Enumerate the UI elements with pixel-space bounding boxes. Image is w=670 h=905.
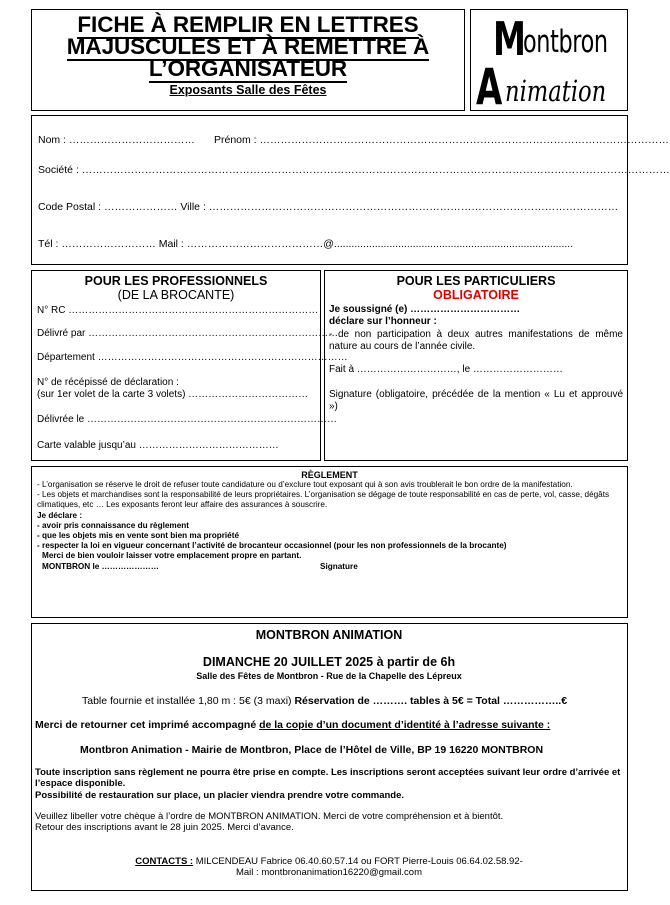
prenom-field[interactable]: Prénom : ……………………………………………………………………………………………………… — [214, 134, 670, 146]
obligatoire-label: OBLIGATOIRE — [433, 288, 519, 302]
logo-word-nimation: nimation — [505, 74, 607, 108]
form-title-line-2: MAJUSCULES ET À REMETTRE À — [66, 34, 430, 59]
identity-section — [31, 115, 670, 265]
form-subtitle: Exposants Salle des Fêtes — [169, 83, 327, 97]
declare-label: Je déclare : — [37, 510, 83, 520]
reglement-paragraph-1: - L’organisation se réserve le droit de refuser toute candidature ou d’exclure tout exposant qui à son avis troublerait le bon ordre de la manifestation. — [37, 480, 573, 489]
event-info-section — [31, 623, 628, 891]
reglement-section — [31, 466, 628, 618]
departement-field[interactable]: Département ………………………………………………………………… — [37, 352, 348, 363]
reglement-title: RÈGLEMENT — [301, 470, 358, 480]
return-deadline: Retour des inscriptions avant le 28 juin 2025. Merci d’avance. — [35, 822, 294, 833]
merci-emplacement: Merci de bien vouloir laisser votre emplacement propre en partant. — [42, 551, 302, 561]
logo-initial-m: M — [493, 12, 526, 66]
signature-field[interactable]: Signature (obligatoire, précédée de la mention « Lu et approuvé ») — [329, 389, 623, 412]
professionals-section — [31, 270, 348, 461]
return-instructions: Merci de retourner cet imprimé accompagné de la copie d’un document d’identité à l’adresse suivante : — [35, 719, 551, 731]
montbron-date-field[interactable]: MONTBRON le ………………… Signature — [42, 561, 358, 571]
form-title-box — [31, 9, 465, 111]
delivree-le-field[interactable]: Délivrée le ………………………………………………………………… — [37, 414, 338, 425]
declare-item-1: - avoir pris connaissance du règlement — [37, 520, 189, 530]
return-address: Montbron Animation - Mairie de Montbron, Place de l’Hôtel de Ville, BP 19 16220 MONTBRON — [80, 744, 544, 756]
form-title-line-1: FICHE À REMPLIR EN LETTRES — [77, 12, 419, 37]
form-title-line-3: L’ORGANISATEUR — [148, 56, 348, 81]
reglement-paragraph-2: - Les objets et marchandises sont la responsabilité de leurs propriétaires. L’organisation se dégage de toute responsabilité en cas de perte, vol, casse, dégâts climatiques, etc … Les exposants feront leur affaire des assurances à souscrire. — [37, 490, 610, 510]
individuals-title: POUR LES PARTICULIERS — [396, 274, 556, 288]
reglement-signature-label: Signature — [320, 561, 358, 571]
code-postal-ville-field[interactable]: Code Postal : ………………… Ville : ……………………………………………………………………………………………………… — [38, 201, 619, 213]
restauration-note: Possibilité de restauration sur place, un placier viendra prendre votre commande. — [35, 790, 405, 801]
fait-a-field[interactable]: Fait à …………………………, le ……………………… — [329, 364, 563, 375]
delivre-par-field[interactable]: Délivré par ………………………………………………………………… — [37, 328, 339, 339]
logo-initial-a: A — [476, 58, 503, 116]
declare-item-2: - que les objets mis en vente sont bien ma propriété — [37, 531, 240, 541]
logo-word-ontbron: ontbron — [523, 24, 608, 60]
tel-mail-field[interactable]: Tél : ……………………… Mail : …………………………………@.................................................................................. — [38, 238, 574, 250]
montbron-animation-logo — [470, 9, 628, 116]
soussigne-field[interactable]: Je soussigné (e) …………………………… — [329, 304, 521, 315]
rc-field[interactable]: N° RC ………………………………………………………………… — [37, 305, 319, 316]
societe-field[interactable]: Société : …………………………………………………………………………………………………………………………………………………… — [38, 164, 670, 176]
table-reservation-field[interactable]: Table fournie et installée 1,80 m : 5€ (3 maxi) Réservation de ………. tables à 5€ = Total ……………..€ — [82, 695, 568, 707]
non-participation-text: - de non participation à deux autres manifestations de même nature au cours de l’année civile. — [329, 329, 623, 352]
event-location: Salle des Fêtes de Montbron - Rue de la Chapelle des Lépreux — [196, 671, 462, 681]
professionals-title: POUR LES PROFESSIONNELS — [84, 274, 268, 288]
contact-mail[interactable]: Mail : montbronanimation16220@gmail.com — [235, 867, 422, 878]
recepisse-field[interactable]: (sur 1er volet de la carte 3 volets) ……………………………… — [37, 389, 309, 400]
declare-item-3: - respecter la loi en vigueur concernant l’activité de brocanteur occasionnel (pour les non professionnels de la brocante) — [37, 541, 507, 551]
carte-valable-field[interactable]: Carte valable jusqu’au …………………………………… — [37, 440, 279, 451]
recepisse-label: N° de récépissé de déclaration : — [37, 377, 179, 388]
individuals-section — [324, 270, 628, 461]
event-organizer-title: MONTBRON ANIMATION — [255, 628, 403, 642]
declaration-label: déclare sur l’honneur : — [329, 316, 437, 327]
contacts-line: CONTACTS : MILCENDEAU Fabrice 06.40.60.57.14 ou FORT Pierre-Louis 06.64.02.58.92- — [135, 856, 523, 867]
nom-field[interactable]: Nom : ……………………………… — [38, 134, 195, 146]
event-date: DIMANCHE 20 JUILLET 2025 à partir de 6h — [202, 655, 456, 669]
professionals-subtitle: (DE LA BROCANTE) — [117, 288, 235, 302]
cheque-instructions: Veuillez libeller votre chèque à l’ordre de MONTBRON ANIMATION. Merci de votre compréhension et à bientôt. — [35, 811, 504, 822]
inscription-note: Toute inscription sans règlement ne pourra être prise en compte. Les inscriptions seront acceptées suivant leur ordre d’arrivée et l’espace disponible. — [35, 767, 621, 789]
